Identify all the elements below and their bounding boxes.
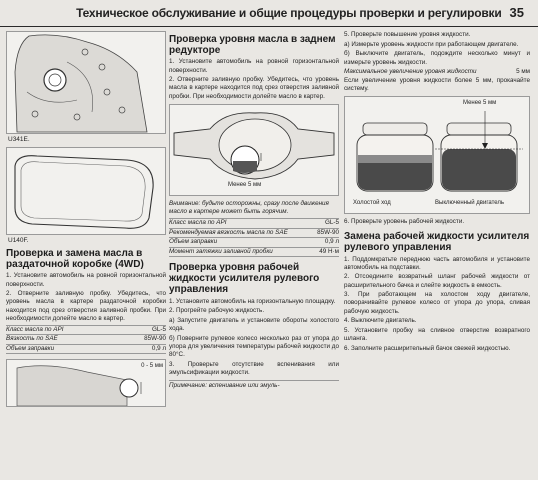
paragraph: 1. Установите автомобиль на ровной горизонтальной поверхности.	[6, 272, 166, 288]
page-number: 35	[509, 5, 524, 20]
section-heading: Проверка уровня масла в заднем редукторе	[169, 34, 336, 57]
paragraph: 2. Отверните заливную пробку. Убедитесь, что уровень масла в картере находится под срез отверстия заливной пробки. При необходимости долейте масло в картер.	[169, 76, 339, 100]
paragraph: 2. Прогрейте рабочую жидкость.	[169, 307, 265, 315]
reservoir-illustration	[345, 97, 529, 213]
spec-row: Класс масла по API GL-5	[169, 219, 339, 227]
spec-row: Вязкость по SAE 85W-90	[6, 335, 166, 343]
figure-u341e	[6, 31, 166, 134]
paragraph: 3. При работающем на холостом ходу двигателе, поворачивайте рулевое колесо от упора до упора, сливая рабочую жидкость.	[344, 291, 530, 315]
column-right	[344, 31, 530, 480]
spec-row: Рекомендуемая вязкость масла по SAE 85W-90	[169, 228, 339, 236]
warning-text: Внимание: будьте осторожны, сразу после движения масло в картере может быть горячим.	[169, 199, 329, 215]
paragraph: а) Измерьте уровень жидкости при работающем двигателе.	[344, 40, 519, 48]
section-heading: Проверка и замена масла в раздаточной коробке (4WD)	[6, 248, 144, 271]
paragraph: 6. Заполните расширительный бачок свежей жидкостью.	[344, 344, 511, 352]
gasket-illustration	[7, 148, 165, 234]
figure-u140f	[6, 147, 166, 235]
transfer-case-illustration	[7, 32, 165, 133]
header-title: Техническое обслуживание и общие процедуры проверки и регулировки	[76, 6, 502, 20]
page-header	[0, 0, 538, 27]
dimension-label: 0 - 5 мм	[141, 363, 163, 370]
spec-row: Класс масла по API GL-5	[6, 325, 166, 333]
paragraph: 3. Проверьте отсутствие вспенивания или эмульсификации жидкости.	[169, 360, 339, 377]
figure-caption: U341E.	[8, 136, 30, 143]
dimension-label: Менее 5 мм	[228, 181, 262, 188]
figure-rear-differential	[169, 104, 339, 196]
section-heading: Проверка уровня рабочей жидкости усилителя рулевого управления	[169, 262, 320, 296]
paragraph: 6. Проверьте уровень рабочей жидкости.	[344, 218, 465, 226]
caption-engine-off: Выключенный двигатель	[435, 200, 505, 207]
spec-row: Момент затяжки заливной пробки 49 Н·м	[169, 247, 339, 258]
paragraph: 4. Выключите двигатель.	[344, 317, 417, 325]
spec-row: Максимальное увеличение уровня жидкости 5 мм	[344, 68, 530, 76]
dimension-label: Менее 5 мм	[463, 100, 497, 107]
paragraph: 1. Установите автомобиль на горизонтальную площадку.	[169, 297, 336, 305]
paragraph: 5. Проверьте повышение уровня жидкости.	[344, 31, 471, 38]
figure-level-gauge	[6, 359, 166, 407]
paragraph: 2. Отверните заливную пробку. Убедитесь, что уровень масла в картере раздаточной коробки находится под срез отверстия заливной пробки. При необходимости долейте масло в картер.	[6, 290, 166, 322]
spec-row: Объем заправки 0,9 л	[169, 238, 339, 246]
section-heading: Замена рабочей жидкости усилителя рулевого управления	[344, 231, 530, 254]
paragraph: а) Запустите двигатель и установите обороты холостого хода.	[169, 316, 339, 333]
figure-fluid-level	[344, 96, 530, 214]
paragraph: Если увеличение уровня жидкости более 5 мм, прокачайте систему.	[344, 76, 530, 92]
column-middle	[169, 31, 339, 480]
column-left	[6, 31, 166, 480]
paragraph: 2. Отсоедините возвратный шланг рабочей жидкости от расширительного бачка и слейте жидкость в емкость.	[344, 273, 530, 289]
caption-idle: Холостой ход	[353, 200, 391, 207]
paragraph: 1. Установите автомобиль на ровной горизонтальной поверхности.	[169, 58, 339, 74]
paragraph: 5. Установите пробку на сливное отверстие возвратного шланга.	[344, 326, 530, 343]
paragraph: б) Выключите двигатель, подождите несколько минут и измерьте уровень жидкости.	[344, 50, 530, 66]
figure-caption: U140F.	[8, 237, 29, 244]
paragraph: б) Поверните рулевое колесо несколько раз от упора до упора для увеличения температуры рабочей жидкости до 80°С.	[169, 334, 339, 359]
spec-row: Объем заправки 0,9 л	[6, 344, 166, 355]
paragraph: 1. Поддомкратьте переднюю часть автомобиля и установите автомобиль на подставки.	[344, 255, 530, 271]
note-text: Примечание: вспенивание или эмуль-	[169, 380, 339, 390]
